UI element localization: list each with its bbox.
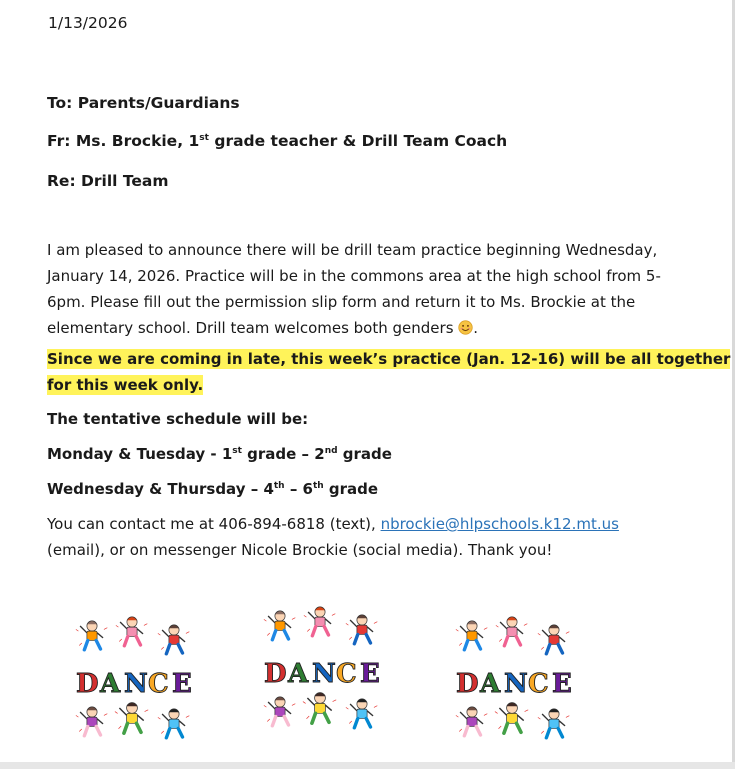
dance-letter: C — [148, 669, 168, 699]
dance-letter: D — [76, 669, 98, 699]
page-bottom-edge — [0, 762, 735, 769]
dancing-kid-icon — [538, 709, 569, 738]
to-line: To: Parents/Guardians — [47, 94, 240, 112]
dance-letter: N — [504, 669, 527, 699]
body-line-2: January 14, 2026. Practice will be in the commons area at the high school from 5- — [47, 267, 661, 285]
schedule-row-1-sup-2: nd — [324, 446, 338, 456]
dancing-kid-icon — [264, 697, 295, 726]
body-line-4-end: . — [473, 319, 479, 337]
dancing-kid-icon — [116, 617, 147, 646]
dancing-kid-icon — [158, 625, 189, 654]
schedule-title: The tentative schedule will be: — [47, 410, 309, 428]
body-line-1: I am pleased to announce there will be drill team practice beginning Wednesday, — [47, 241, 658, 259]
dance-letter: A — [100, 669, 120, 699]
schedule-row-2-sup-1: th — [273, 481, 285, 491]
dance-clipart-svg — [70, 608, 200, 758]
dancing-kid-icon — [346, 615, 377, 644]
dancing-kid-icon — [456, 621, 487, 650]
from-text-a: Fr: Ms. Brockie, 1 — [47, 132, 200, 150]
schedule-row-2-a: Wednesday & Thursday – 4 — [47, 480, 274, 498]
dance-letter: N — [124, 669, 147, 699]
email-link[interactable]: nbrockie@hlpschools.k12.mt.us — [380, 515, 619, 533]
schedule-row-1-a: Monday & Tuesday - 1 — [47, 445, 233, 463]
dance-letter: D — [456, 669, 478, 699]
schedule-row-2-c: grade — [323, 480, 379, 498]
dance-clipart-1 — [70, 608, 200, 758]
contact-text-a: You can contact me at 406-894-6818 (text), — [47, 515, 381, 533]
from-text-b: grade teacher & Drill Team Coach — [208, 132, 508, 150]
dance-letter: C — [336, 659, 356, 689]
dance-letter: A — [480, 669, 500, 699]
highlight-line-2-wrap — [47, 372, 203, 398]
dancing-kid-icon — [495, 703, 528, 734]
dancing-kid-icon — [496, 617, 527, 646]
highlight-line-1: Since we are coming in late, this week’s practice (Jan. 12-16) will be all together — [47, 350, 731, 368]
schedule-row-1-c: grade — [337, 445, 392, 463]
dancing-kid-icon — [346, 699, 377, 728]
dance-letter: D — [264, 659, 286, 689]
dance-letter: E — [172, 669, 191, 699]
dance-letter: N — [312, 659, 335, 689]
schedule-row-2 — [47, 476, 378, 502]
dance-letter: C — [528, 669, 548, 699]
schedule-row-2-b: – 6 — [284, 480, 313, 498]
dancing-kid-icon — [456, 707, 487, 736]
dancing-kid-icon — [115, 703, 148, 734]
smiley-emoji-icon — [458, 320, 473, 335]
schedule-row-1-b: grade – 2 — [241, 445, 325, 463]
dancing-kid-icon — [304, 607, 335, 636]
schedule-row-2-sup-2: th — [312, 481, 324, 491]
highlight-line-2: for this week only. — [47, 376, 204, 394]
from-line — [47, 128, 507, 154]
schedule-row-1 — [47, 441, 392, 467]
dance-letter: E — [360, 659, 379, 689]
letter-date: 1/13/2026 — [48, 14, 128, 32]
dancing-kid-icon — [76, 621, 107, 650]
re-line: Re: Drill Team — [47, 172, 169, 190]
dance-clipart-svg — [258, 598, 388, 748]
schedule-row-1-sup-1: st — [232, 446, 242, 456]
dance-clipart-svg — [450, 608, 580, 758]
dancing-kid-icon — [264, 611, 295, 640]
body-line-3: 6pm. Please fill out the permission slip form and return it to Ms. Brockie at the — [47, 293, 636, 311]
dancing-kid-icon — [76, 707, 107, 736]
from-sup: st — [199, 133, 209, 143]
dance-clipart-3 — [450, 608, 580, 758]
body-line-4-text: elementary school. Drill team welcomes both genders — [47, 319, 454, 337]
dancing-kid-icon — [158, 709, 189, 738]
contact-line-2: (email), or on messenger Nicole Brockie (social media). Thank you! — [47, 541, 553, 559]
highlight-line-1-wrap — [47, 346, 730, 372]
dancing-kid-icon — [303, 693, 336, 724]
contact-line-1 — [47, 511, 619, 537]
dance-clipart-2 — [258, 598, 388, 748]
dance-letter: A — [288, 659, 308, 689]
dancing-kid-icon — [538, 625, 569, 654]
dance-letter: E — [552, 669, 571, 699]
body-line-4 — [47, 315, 478, 341]
